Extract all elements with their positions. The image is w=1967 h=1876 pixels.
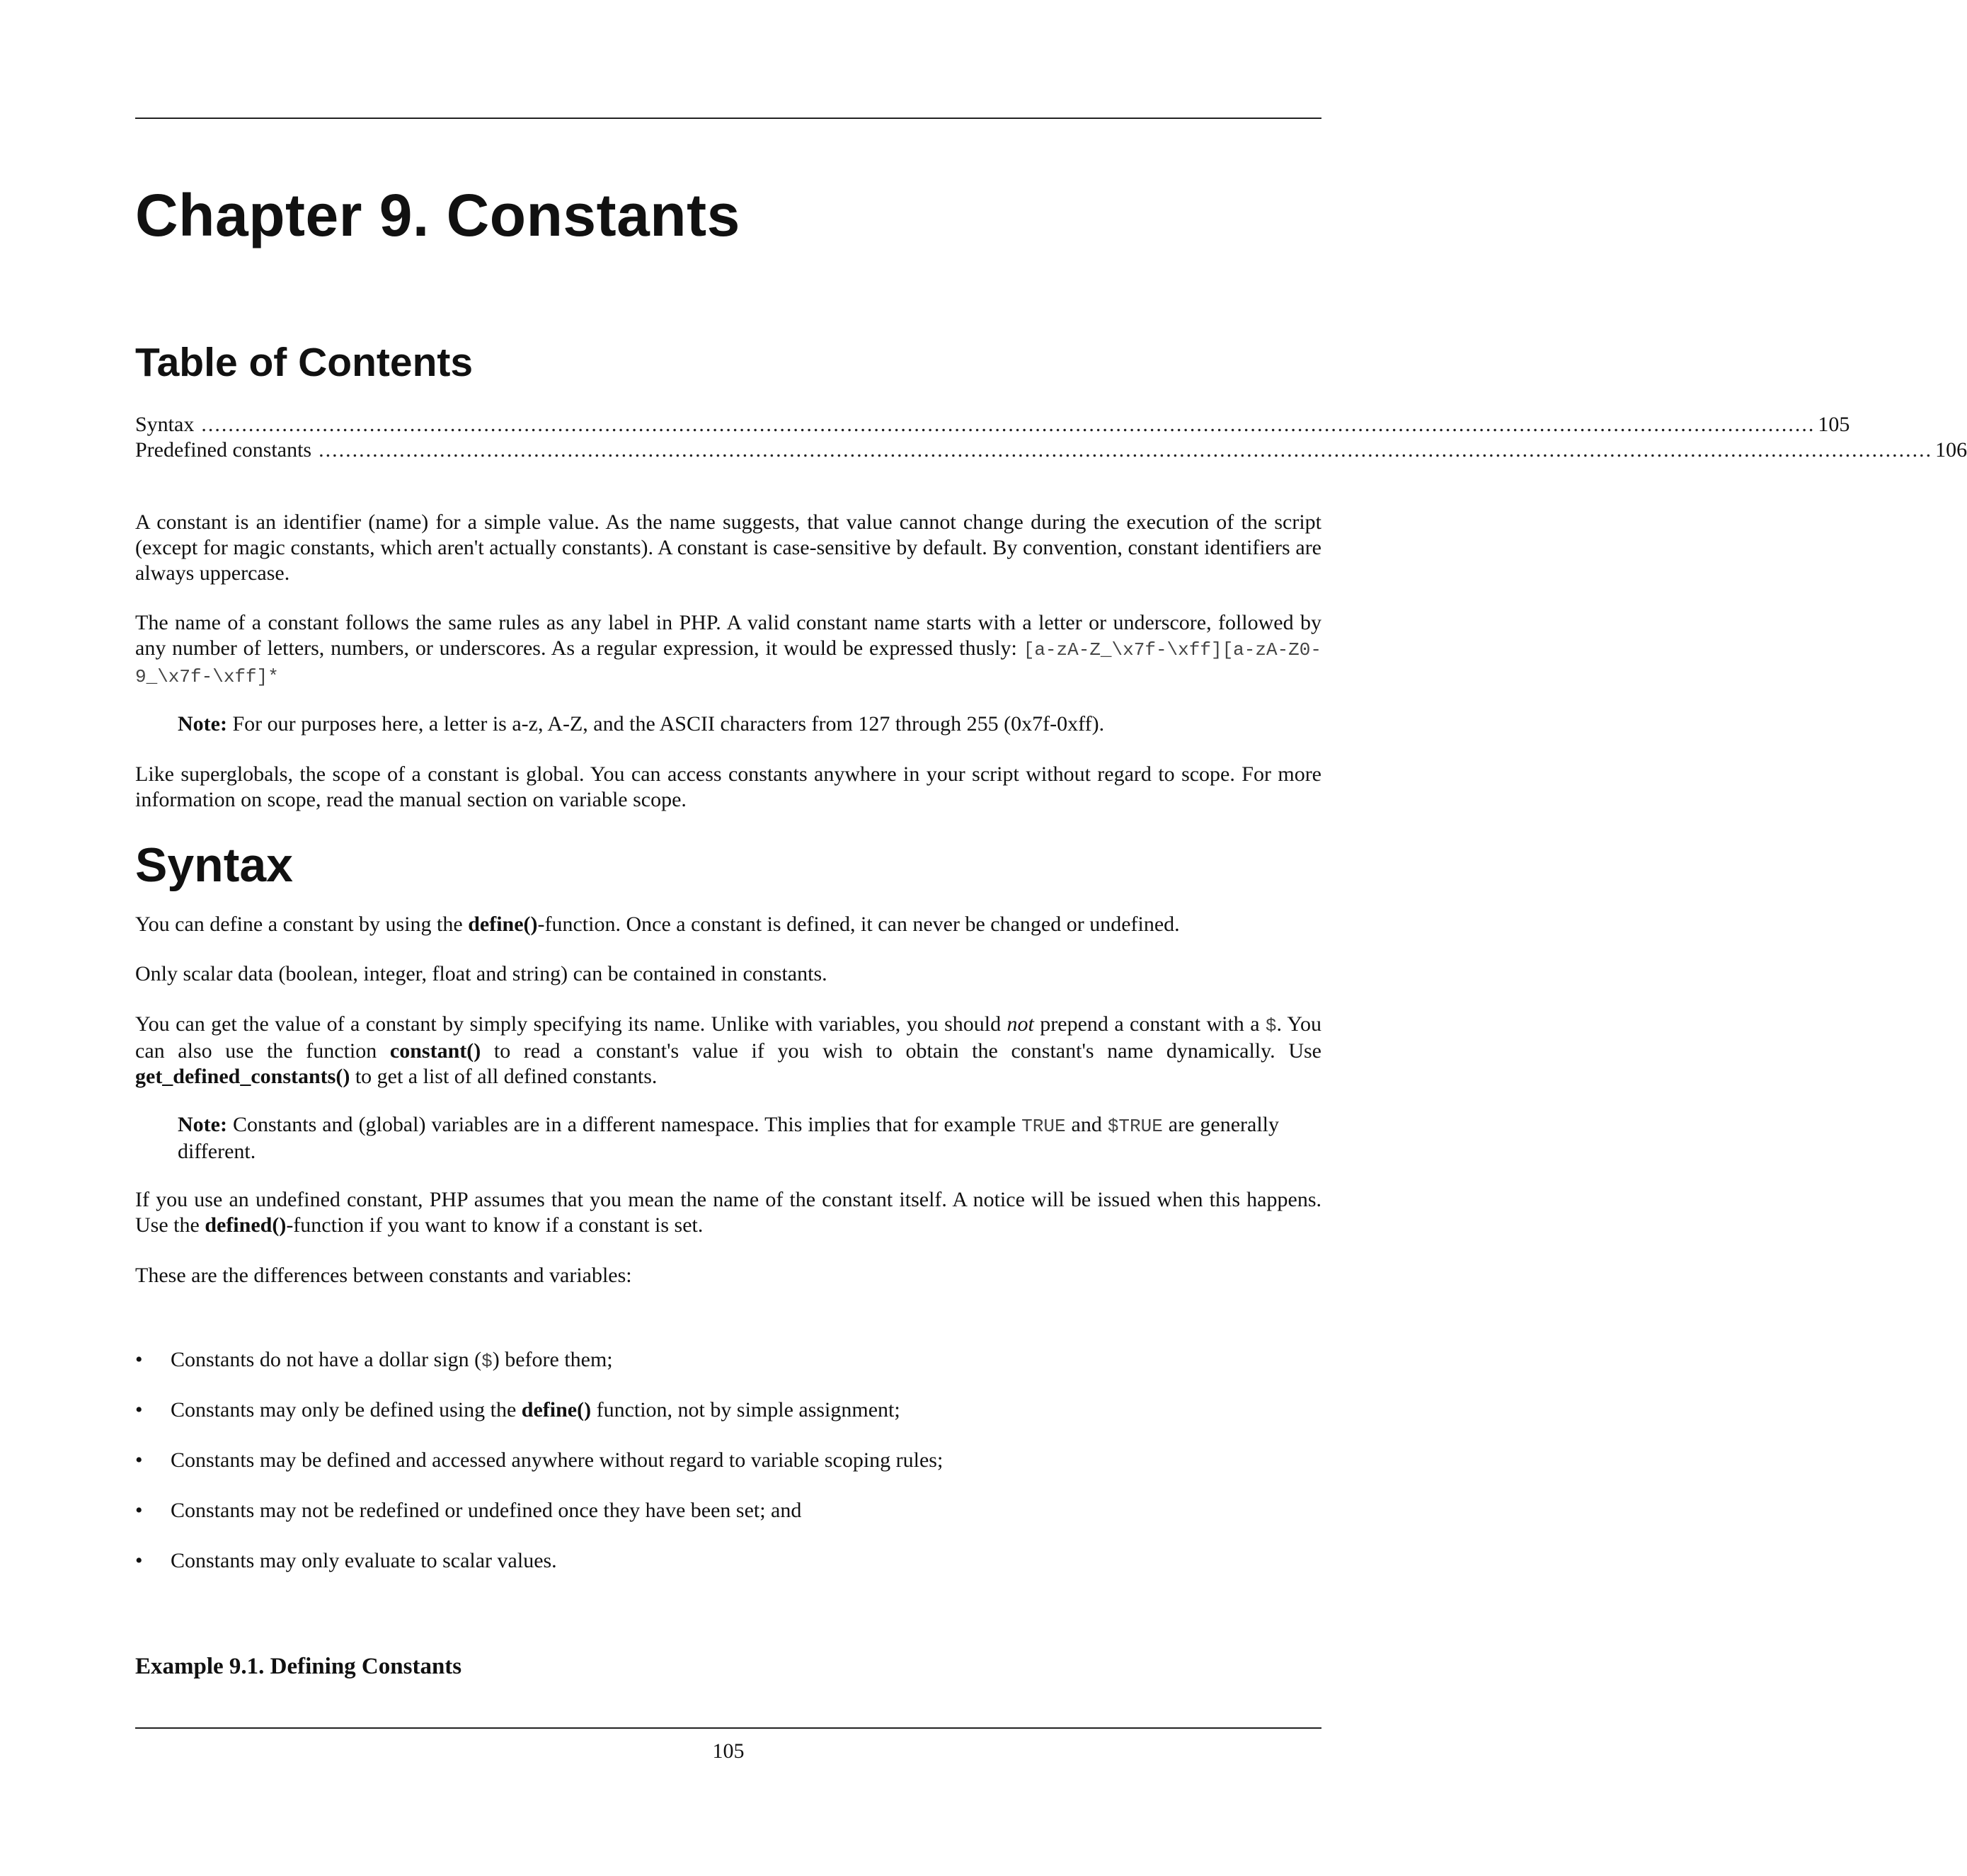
text-run: Constants and (global) variables are in a different namespace. This implies that for example <box>232 1113 1022 1136</box>
text-run: Constants may be defined and accessed anywhere without regard to variable scoping rules; <box>171 1448 944 1472</box>
note-text: For our purposes here, a letter is a-z, A-Z, and the ASCII characters from 127 through 255 (0x7f-0xff). <box>232 712 1105 736</box>
code-dollar: $ <box>481 1351 493 1372</box>
toc-title: Table of Contents <box>135 340 474 385</box>
text-run: prepend a constant with a <box>1033 1012 1266 1036</box>
document-page <box>135 0 1967 1876</box>
note-label: Note: <box>178 712 227 736</box>
syntax-paragraph-3 <box>135 1012 1321 1089</box>
list-item <box>135 1548 1321 1598</box>
code-dollar-true: $TRUE <box>1107 1116 1163 1137</box>
note-namespace <box>178 1112 1279 1165</box>
syntax-paragraph-4 <box>135 1187 1321 1238</box>
regex-code: [a-zA-Z_\x7f-\xff][a-zA-Z0-9_\x7f-\xff]* <box>135 639 1321 687</box>
function-define: define() <box>521 1398 592 1422</box>
syntax-paragraph-1 <box>135 912 1321 937</box>
text-run: You can get the value of a constant by simply specifying its name. Unlike with variables, you should <box>135 1012 1007 1036</box>
text-run: Constants may only evaluate to scalar values. <box>171 1549 557 1572</box>
text-run: You can define a constant by using the <box>135 913 469 936</box>
text-run: ) before them; <box>492 1348 613 1371</box>
bullet-marker: • <box>135 1549 143 1572</box>
text-run: Constants may only be defined using the <box>171 1398 522 1422</box>
syntax-paragraph-5: These are the differences between constants and variables: <box>135 1264 632 1287</box>
section-title-syntax: Syntax <box>135 838 293 892</box>
text-run: Constants do not have a dollar sign ( <box>171 1348 482 1371</box>
intro-paragraph-2-text: The name of a constant follows the same rules as any label in PHP. A valid constant name starts with a letter or underscore, followed by any number of letters, numbers, or underscores. As a regular expression, it would be expressed thusly: <box>135 611 1321 660</box>
bullet-marker: • <box>135 1348 143 1371</box>
toc-leader-dots: ................................................................................................................................................................................................................................................ <box>319 438 1933 462</box>
table-of-contents <box>135 412 1967 463</box>
bullet-marker: • <box>135 1398 143 1422</box>
footer-rule <box>135 1727 1321 1729</box>
page-number: 105 <box>712 1739 745 1763</box>
bullet-marker: • <box>135 1448 143 1472</box>
function-constant: constant() <box>389 1039 481 1063</box>
header-rule <box>135 118 1321 119</box>
toc-entry-label[interactable]: Syntax <box>135 413 195 436</box>
toc-entry-syntax[interactable] <box>135 412 1850 437</box>
list-item <box>135 1498 1321 1548</box>
text-run: . You can also use the function <box>135 1012 1321 1063</box>
code-true: TRUE <box>1021 1116 1066 1137</box>
example-title: Example 9.1. Defining Constants <box>135 1654 462 1679</box>
note-label: Note: <box>178 1113 227 1136</box>
code-dollar: $ <box>1265 1015 1277 1036</box>
text-run: and <box>1065 1113 1108 1136</box>
differences-list <box>135 1347 1321 1598</box>
text-run: -function. Once a constant is defined, it can never be changed or undefined. <box>537 913 1180 936</box>
toc-leader-dots: ................................................................................................................................................................................................................................................ <box>201 413 1816 436</box>
text-run: are generally different. <box>178 1113 1280 1163</box>
intro-paragraph-2 <box>135 610 1321 690</box>
list-item <box>135 1347 1321 1397</box>
text-run: -function if you want to know if a constant is set. <box>286 1213 704 1237</box>
toc-entry-page[interactable]: 106 <box>1935 438 1967 462</box>
intro-paragraph-1: A constant is an identifier (name) for a simple value. As the name suggests, that value cannot change during the execution of the script (except for magic constants, which aren't actually constants). A constant is case-sensitive by default. By convention, constant identifiers are always uppercase. <box>135 510 1321 585</box>
note-letters <box>178 711 1279 737</box>
chapter-title: Chapter 9. Constants <box>135 182 740 248</box>
text-run: function, not by simple assignment; <box>591 1398 900 1422</box>
function-define: define() <box>468 913 538 936</box>
toc-entry-predefined-constants[interactable] <box>135 437 1967 463</box>
intro-paragraph-3: Like superglobals, the scope of a constant is global. You can access constants anywhere in your script without regard to scope. For more information on scope, read the manual section on variable scope. <box>135 762 1321 811</box>
list-item <box>135 1397 1321 1448</box>
function-get-defined-constants: get_defined_constants() <box>135 1065 350 1088</box>
text-run: to get a list of all defined constants. <box>350 1065 658 1088</box>
syntax-paragraph-2: Only scalar data (boolean, integer, float and string) can be contained in constants. <box>135 962 827 985</box>
list-item <box>135 1448 1321 1498</box>
text-run: to read a constant's value if you wish to obtain the constant's name dynamically. Use <box>481 1039 1321 1063</box>
emphasis-not: not <box>1007 1012 1034 1036</box>
text-run: If you use an undefined constant, PHP assumes that you mean the name of the constant itself. A notice will be issued when this happens. Use the <box>135 1188 1321 1237</box>
bullet-marker: • <box>135 1499 143 1522</box>
toc-entry-page[interactable]: 105 <box>1818 413 1850 436</box>
toc-entry-label[interactable]: Predefined constants <box>135 438 312 462</box>
function-defined: defined() <box>205 1213 287 1237</box>
text-run: Constants may not be redefined or undefined once they have been set; and <box>171 1499 802 1522</box>
